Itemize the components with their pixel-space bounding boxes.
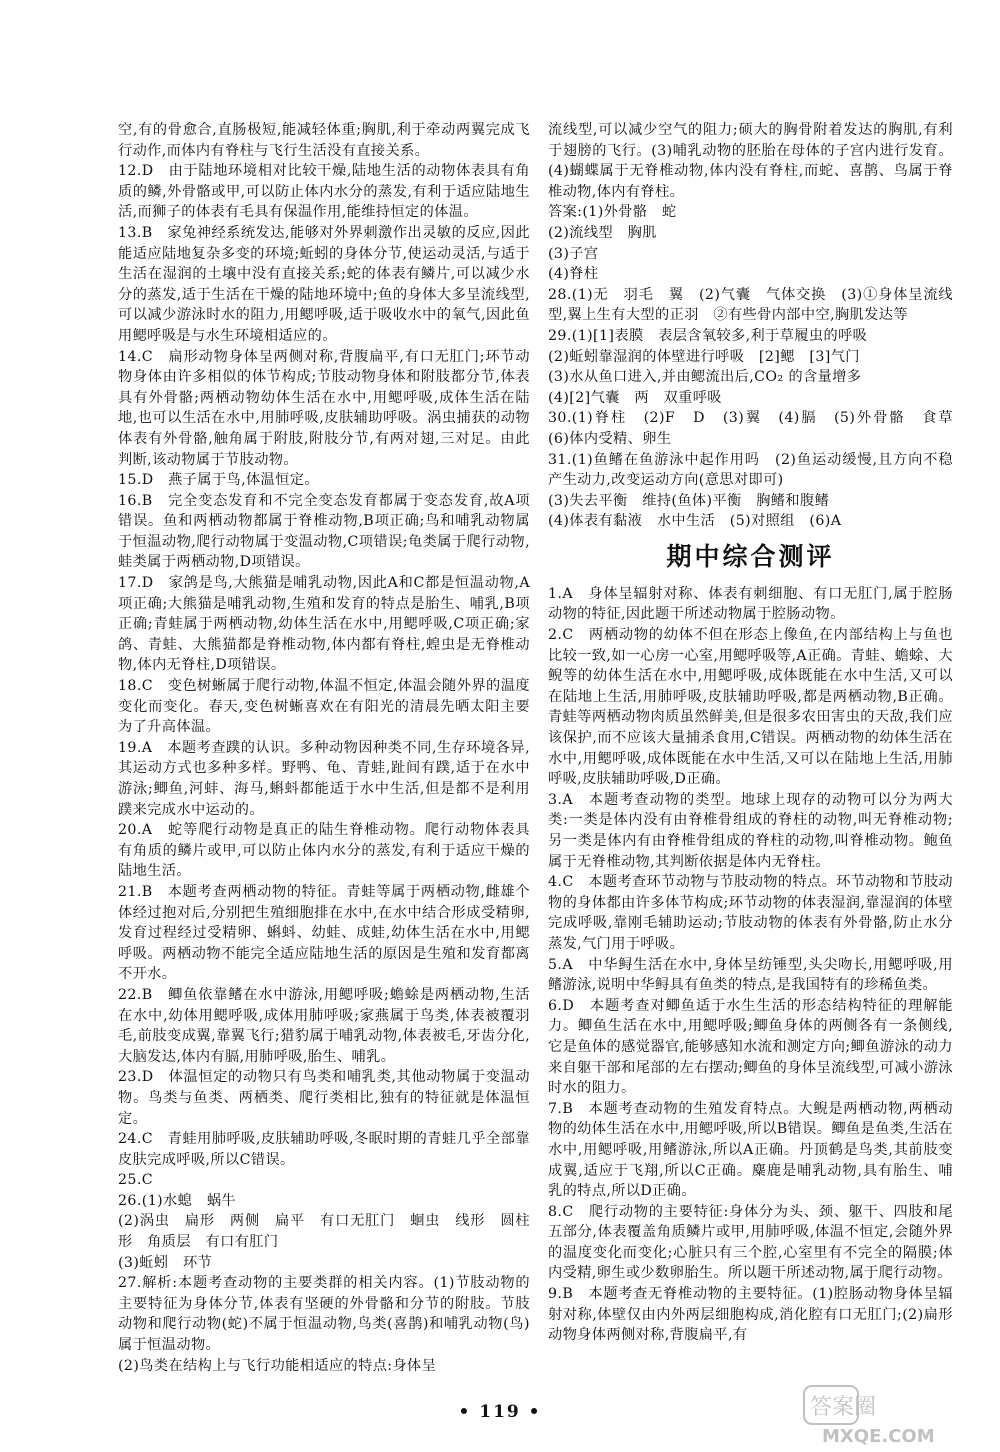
left-paragraph: 12.D 由于陆地环境相对比较干燥,陆地生活的动物体表具有角质的鳞,外骨骼或甲,可以防止体内水分的蒸发,有利于适应陆地生活,而狮子的体表有毛具有保温作用,能维持恒定的体温。 (118, 163, 530, 221)
svg-text:MXQE.COM: MXQE.COM (822, 1426, 935, 1446)
right-top-paragraph: 29.(1)[1]表膜 表层含氧较多,利于草履虫的呼吸 (2)蚯蚓靠湿润的体壁进行呼吸 [2]鳃 [3]气门 (3)水从鱼口进入,并由鳃流出后,CO₂ 的含量增多 (4)[2]气囊 两 双重呼吸 (548, 327, 868, 406)
left-paragraph: 空,有的骨愈合,直肠极短,能减轻体重;胸肌,利于牵动两翼完成飞行动作,而体内有脊柱与飞行生活没有直接关系。 (118, 122, 530, 159)
left-paragraph: 26.(1)水螅 蜗牛 (2)涡虫 扁形 两侧 扁平 有口无肛门 蛔虫 线形 圆柱形 角质层 有口有肛门 (3)蚯蚓 环节 (118, 1192, 530, 1271)
left-paragraph: 24.C 青蛙用肺呼吸,皮肤辅助呼吸,冬眠时期的青蛙几乎全部靠皮肤完成呼吸,所以C错误。 (118, 1131, 530, 1168)
right-bottom-paragraph: 1.A 身体呈辐射对称、体表有刺细胞、有口无肛门,属于腔肠动物的特征,因此题干所述动物属于腔肠动物。 (548, 585, 953, 623)
section-title: 期中综合测评 (666, 541, 835, 571)
left-paragraph: 22.B 鲫鱼依靠鳍在水中游泳,用鳃呼吸;蟾蜍是两栖动物,生活在水中,幼体用鳃呼吸,成体用肺呼吸;家燕属于鸟类,体表被覆羽毛,前肢变成翼,靠翼飞行;猎豹属于哺乳动物,体表被毛,牙齿分化,大脑发达,体内有膈,用肺呼吸,胎生、哺乳。 (118, 986, 530, 1065)
left-paragraph: 18.C 变色树蜥属于爬行动物,体温不恒定,体温会随外界的温度变化而变化。春天,变色树蜥喜欢在有阳光的清晨先晒太阳主要为了升高体温。 (118, 678, 530, 736)
left-paragraph: 21.B 本题考查两栖动物的特征。青蛙等属于两栖动物,雌雄个体经过抱对后,分别把生殖细胞排在水中,在水中结合形成受精卵,发育过程经过受精卵、蝌蚪、幼蛙、成蛙,幼体生活在水中,用鳃呼吸。两栖动物不能完全适应陆地生活的原因是生殖和发育都离不开水。 (118, 883, 530, 983)
midterm-answers (548, 584, 953, 1346)
left-paragraph: 14.C 扁形动物身体呈两侧对称,背腹扁平,有口无肛门;环节动物身体由许多相似的体节构成;节肢动物身体和附肢都分节,体表具有外骨骼;两栖动物幼体生活在水中,用鳃呼吸,成体生活在陆地,也可以生活在水中,用肺呼吸,皮肤辅助呼吸。涡虫捕获的动物体表有外骨骼,触角属于附肢,附肢分节,有两对翅,三对足。由此判断,该动物属于节肢动物。 (118, 348, 530, 468)
right-bottom-paragraph: 2.C 两栖动物的幼体不但在形态上像鱼,在内部结构上与鱼也比较一致,如一心房一心室,用鳃呼吸等,A正确。青蛙、蟾蜍、大鲵等的幼体生活在水中,用鳃呼吸,成体既能在水中生活,又可以在陆地上生活,用肺呼吸,皮肤辅助呼吸,都是两栖动物,B正确。青蛙等两栖动物肉质虽然鲜美,但是很多农田害虫的天敌,我们应该保护,而不应该大量捕杀食用,C错误。两栖动物的幼体生活在水中,用鳃呼吸,成体既能在水中生活,又可以在陆地上生活,用肺呼吸,皮肤辅助呼吸,D正确。 (548, 627, 953, 788)
left-paragraph: 16.B 完全变态发育和不完全变态发育都属于变态发育,故A项错误。鱼和两栖动物都属于脊椎动物,B项正确;鸟和哺乳动物属于恒温动物,爬行动物属于变温动物,C项错误;龟类属于爬行动物,蛙类属于两栖动物,D项错误。 (118, 492, 530, 571)
right-top-paragraph: 28.(1)无 羽毛 翼 (2)气囊 气体交换 (3)①身体呈流线型,翼上生有大型的正羽 ②有些骨内部中空,胸肌发达等 (548, 286, 953, 324)
left-paragraph: 25.C (118, 1172, 154, 1189)
right-top-paragraph: 流线型,可以减少空气的阻力;硕大的胸骨附着发达的胸肌,有利于翅膀的飞行。(3)哺乳动物的胚胎在母体的子宫内进行发育。(4)蝴蝶属于无脊椎动物,体内没有脊柱,而蛇、喜鹊、鸟属于脊椎动物,体内有脊柱。 (548, 122, 953, 200)
right-top-paragraph: 30.(1)脊柱 (2)F D (3)翼 (4)膈 (5)外骨骼 食草 (6)体内受精、卵生 (548, 410, 968, 447)
svg-text:答案圈: 答案圈 (810, 1395, 877, 1420)
right-top-paragraph: 31.(1)鱼鳍在鱼游泳中起作用吗 (2)鱼运动缓慢,且方向不稳 产生动力,改变运动方向(意思对即可) (3)失去平衡 维持(鱼体)平衡 胸鳍和腹鳍 (4)体表有黏液 水中生活 (5)对照组 (6)A (548, 451, 953, 530)
left-paragraph: 20.A 蛇等爬行动物是真正的陆生脊椎动物。爬行动物体表具有角质的鳞片或甲,可以防止体内水分的蒸发,有利于适应干燥的陆地生活。 (118, 822, 530, 880)
answers-continued (548, 120, 968, 532)
right-column (548, 120, 968, 1346)
left-paragraph: 13.B 家兔神经系统发达,能够对外界刺激作出灵敏的反应,因此能适应陆地复杂多变的环境;蚯蚓的身体分节,使运动灵活,与适于生活在湿润的土壤中没有直接关系;蛇的体表有鳞片,可以减少水分的蒸发,适于生活在干燥的陆地环境中;鱼的身体大多呈流线型,可以减少游泳时水的阻力,用鳃呼吸,适于吸收水中的氧气,因此鱼用鳃呼吸是与水生环境相适应的。 (118, 224, 530, 344)
left-paragraph: 23.D 体温恒定的动物只有鸟类和哺乳类,其他动物属于变温动物。鸟类与鱼类、两栖类、爬行类相比,独有的特征就是体温恒定。 (118, 1069, 530, 1127)
right-bottom-paragraph: 9.B 本题考查无脊椎动物的主要特征。(1)腔肠动物身体呈辐射对称,体壁仅由内外两层细胞构成,消化腔有口无肛门;(2)扁形动物身体两侧对称,背腹扁平,有 (548, 1286, 953, 1344)
left-paragraph: 19.A 本题考查蹼的认识。多种动物因种类不同,生存环境各异,其运动方式也多种多样。野鸭、龟、青蛙,趾间有蹼,适于在水中游泳;鲫鱼,河蚌、海马,蝌蚪都能适于水中生活,但是都不是利用蹼来完成水中运动的。 (118, 739, 530, 818)
watermark-logo (802, 1384, 982, 1446)
left-paragraph: 27.解析:本题考查动物的主要类群的相关内容。(1)节肢动物的主要特征为身体分节,体表有坚硬的外骨骼和分节的附肢。节肢动物和爬行动物(蛇)不属于恒温动物,鸟类(喜鹊)和哺乳动物(鸟)属于恒温动物。 (2)鸟类在结构上与飞行功能相适应的特点:身体呈 (118, 1275, 530, 1374)
left-paragraph: 17.D 家鸽是鸟,大熊猫是哺乳动物,因此A和C都是恒温动物,A项正确;大熊猫是哺乳动物,生殖和发育的特点是胎生、哺乳,B项正确;青蛙属于两栖动物,幼体生活在水中,用鳃呼吸,C项正确;家鸽、青蛙、大熊猫都是脊椎动物,体内都有脊柱,蝗虫是无脊椎动物,体内无脊柱,D项错误。 (118, 575, 530, 674)
right-bottom-paragraph: 6.D 本题考查对鲫鱼适于水生生活的形态结构特征的理解能力。鲫鱼生活在水中,用鳃呼吸;鲫鱼身体的两侧各有一条侧线,它是鱼体的感觉器官,能够感知水流和测定方向;鲫鱼游泳的动力来自躯干部和尾部的左右摆动;鲫鱼的身体呈流线型,可减小游泳时水的阻力。 (548, 997, 953, 1097)
right-top-paragraph: 答案:(1)外骨骼 蛇 (2)流线型 胸肌 (3)子宫 (4)脊柱 (548, 204, 677, 283)
left-column (118, 120, 530, 1376)
right-bottom-paragraph: 8.C 爬行动物的主要特征:身体分为头、颈、躯干、四肢和尾五部分,体表覆盖角质鳞片或甲,用肺呼吸,体温不恒定,会随外界的温度变化而变化;心脏只有三个腔,心室里有不完全的隔膜;体内受精,卵生或少数卵胎生。所以题干所述动物,属于爬行动物。 (548, 1203, 953, 1282)
left-paragraph: 15.D 燕子属于鸟,体温恒定。 (118, 472, 319, 489)
right-bottom-paragraph: 3.A 本题考查动物的类型。地球上现存的动物可以分为两大类:一类是体内没有由脊椎骨组成的脊柱的动物,叫无脊椎动物;另一类是体内有由脊椎骨组成的脊柱的动物,叫脊椎动物。鲍鱼属于无脊椎动物,其判断依据是体内无脊柱。 (548, 791, 953, 870)
right-bottom-paragraph: 7.B 本题考查动物的生殖发育特点。大鲵是两栖动物,两栖动物的幼体生活在水中,用鳃呼吸,所以B错误。鲫鱼是鱼类,生活在水中,用鳃呼吸,用鳍游泳,所以A正确。丹顶鹤是鸟类,其前肢变成翼,适应于飞翔,所以C正确。麋鹿是哺乳动物,具有胎生、哺乳的特点,所以D正确。 (548, 1100, 953, 1200)
page-number: • 119 • (458, 1402, 542, 1422)
right-bottom-paragraph: 5.A 中华鲟生活在水中,身体呈纺锤型,头尖吻长,用鳃呼吸,用鳍游泳,说明中华鲟具有鱼类的特点,是我国特有的珍稀鱼类。 (548, 956, 953, 994)
right-bottom-paragraph: 4.C 本题考查环节动物与节肢动物的特点。环节动物和节肢动物的身体都由许多体节构成;环节动物的体表湿润,靠湿润的体壁完成呼吸,靠刚毛辅助运动;节肢动物的体表有外骨骼,防止水分蒸发,气门用于呼吸。 (548, 874, 953, 952)
